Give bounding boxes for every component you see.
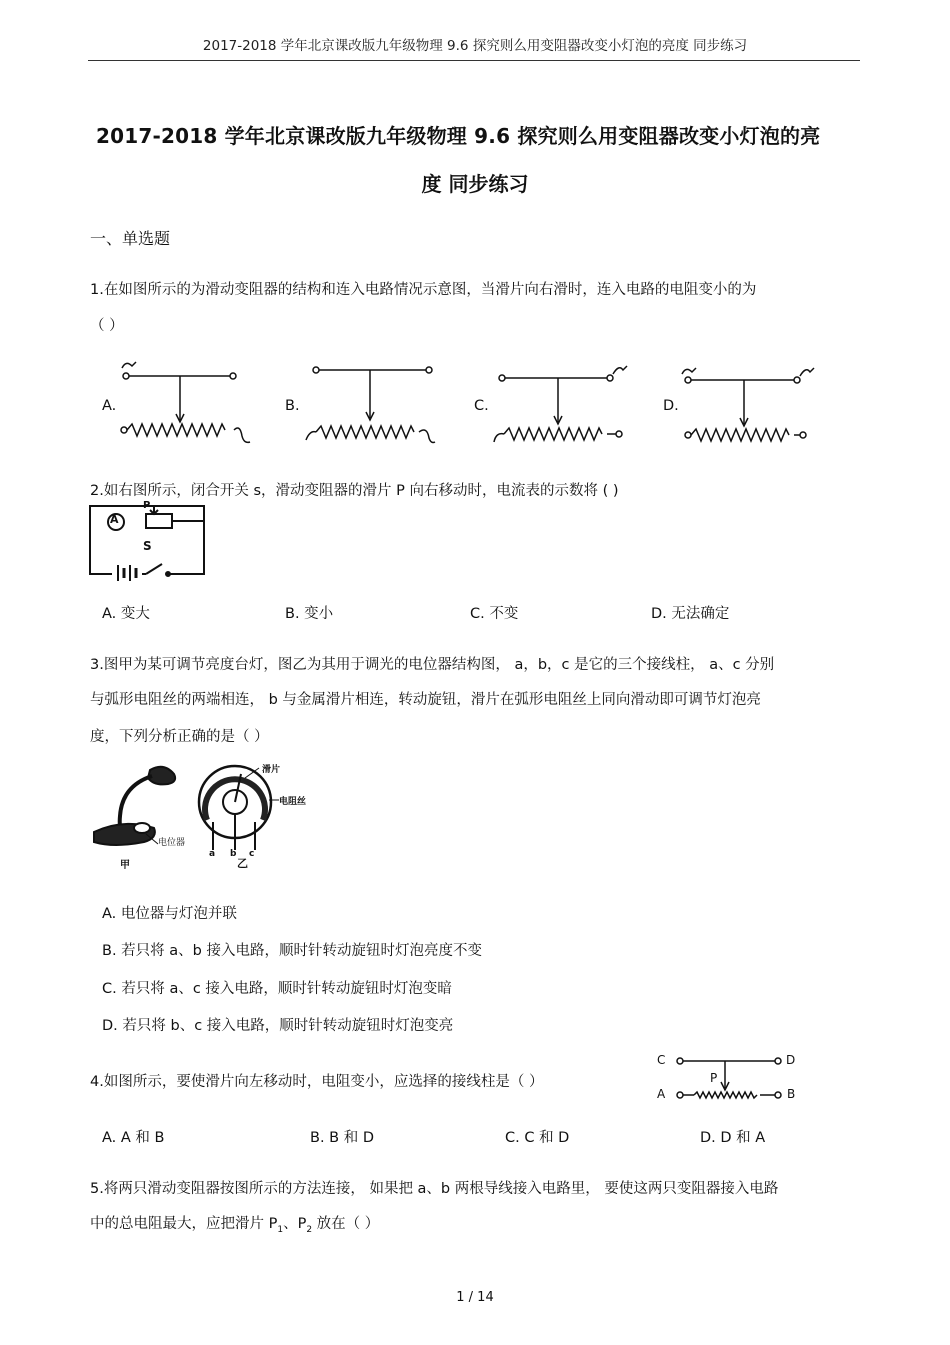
q1-option-b-label: B. <box>285 398 300 414</box>
q5-separator: 、P <box>283 1216 307 1232</box>
q4-terminal-c-label: C <box>657 1053 666 1067</box>
q3-option-d[interactable]: D. 若只将 b、c 接入电路，顺时针转动旋钮时灯泡变亮 <box>102 1018 454 1034</box>
q2-option-c[interactable]: C. 不变 <box>470 606 519 622</box>
q1-stem: 1.在如图所示的为滑动变阻器的结构和连入电路情况示意图，当滑片向右滑时，连入电路的电阻变小的为 <box>90 282 757 298</box>
q3-terminal-b-label: b <box>230 849 237 859</box>
q5-line2-start: 中的总电阻最大，应把滑片 P <box>90 1216 278 1232</box>
q3-terminal-a-label: a <box>209 849 216 859</box>
q3-option-c[interactable]: C. 若只将 a、c 接入电路，顺时针转动旋钮时灯泡变暗 <box>102 981 452 997</box>
q3-option-b[interactable]: B. 若只将 a、b 接入电路，顺时针转动旋钮时灯泡亮度不变 <box>102 943 482 959</box>
q3-potentiometer-figure <box>195 762 315 862</box>
q1-figure-a <box>118 360 258 445</box>
q5-stem-line1: 5.将两只滑动变阻器按图所示的方法连接， 如果把 a、b 两根导线接入电路里， 要使这两只变阻器接入电路 <box>90 1181 779 1197</box>
q3-figure-yi-label: 乙 <box>237 857 248 870</box>
q1-bracket: （ ） <box>90 318 124 334</box>
q2-stem: 2.如右图所示，闭合开关 s，滑动变阻器的滑片 P 向右移动时，电流表的示数将 ( ) <box>90 483 619 499</box>
q4-slider-p-label: P <box>710 1071 718 1085</box>
q2-option-b[interactable]: B. 变小 <box>285 606 334 622</box>
q4-option-d[interactable]: D. D 和 A <box>700 1130 766 1146</box>
q3-slider-label: 滑片 <box>262 765 281 775</box>
q1-option-a-label: A. <box>102 398 117 414</box>
q5-p1-subscript: 1 <box>277 1224 284 1235</box>
q4-option-a[interactable]: A. A 和 B <box>102 1130 165 1146</box>
q3-stem-line1: 3.图甲为某可调节亮度台灯，图乙为其用于调光的电位器结构图， a，b，c 是它的三个接线柱， a、c 分别 <box>90 657 775 673</box>
q3-figure-jia-label: 甲 <box>120 860 130 871</box>
q2-ammeter-label: A <box>110 513 119 526</box>
section-heading: 一、单选题 <box>90 229 171 248</box>
page-number: 1 / 14 <box>456 1290 494 1305</box>
q3-terminal-c-label: c <box>249 849 255 859</box>
q1-option-d-label: D. <box>663 398 679 414</box>
q1-option-c-label: C. <box>474 398 489 414</box>
q2-option-d[interactable]: D. 无法确定 <box>651 606 730 622</box>
running-header: 2017-2018 学年北京课改版九年级物理 9.6 探究则么用变阻器改变小灯泡的亮度 同步练习 <box>202 38 748 54</box>
header-rule <box>88 60 860 61</box>
q4-terminal-a-label: A <box>657 1087 666 1101</box>
q1-figure-c <box>490 360 630 445</box>
q2-option-a[interactable]: A. 变大 <box>102 606 150 622</box>
q3-option-a[interactable]: A. 电位器与灯泡并联 <box>102 906 237 922</box>
q1-figure-b <box>300 360 450 445</box>
q2-slider-label: P <box>143 500 151 511</box>
q1-figure-d <box>680 360 820 445</box>
q3-stem-line2: 与弧形电阻丝的两端相连， b 与金属滑片相连，转动旋钮，滑片在弧形电阻丝上同向滑动即可调节灯泡亮 <box>90 692 761 708</box>
q3-stem-line3: 度，下列分析正确的是（ ） <box>90 729 269 745</box>
document-title-line1: 2017-2018 学年北京课改版九年级物理 9.6 探究则么用变阻器改变小灯泡的亮 <box>96 124 821 148</box>
q4-option-c[interactable]: C. C 和 D <box>505 1130 570 1146</box>
q5-line2-end: 放在（ ） <box>312 1216 380 1232</box>
q5-stem-line2 <box>90 1212 379 1235</box>
q5-p2-subscript: 2 <box>306 1224 313 1235</box>
q4-option-b[interactable]: B. B 和 D <box>310 1130 374 1146</box>
q4-stem: 4.如图所示，要使滑片向左移动时，电阻变小，应选择的接线柱是（ ） <box>90 1074 544 1090</box>
q4-terminal-b-label: B <box>787 1087 796 1101</box>
q4-terminal-d-label: D <box>786 1053 796 1067</box>
document-title-line2: 度 同步练习 <box>421 172 529 196</box>
q4-rheostat-figure <box>670 1050 790 1110</box>
q2-switch-label: S <box>143 539 152 553</box>
q3-potentiometer-label: 电位器 <box>158 838 186 848</box>
q3-wire-label: 电阻丝 <box>279 797 307 807</box>
